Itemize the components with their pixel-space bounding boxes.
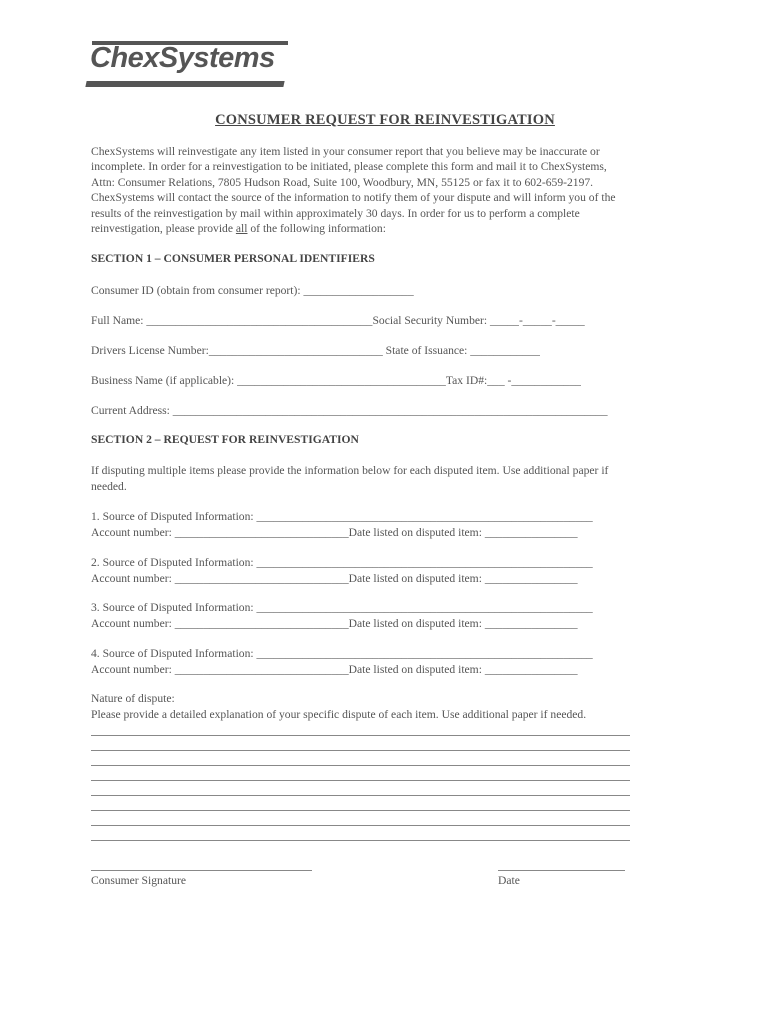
intro-emphasis: all <box>235 222 248 236</box>
intro-line: incomplete. In order for a reinvestigation to be initiated, please complete this form and mail it to ChexSystems, <box>91 160 607 174</box>
full-name-ssn-field[interactable]: Full Name: _______________________________________Social Security Number: _____-_____-_____ <box>91 314 585 327</box>
signature-date-line[interactable] <box>498 870 625 871</box>
intro-line-text: of the following information: <box>247 222 386 236</box>
account-date-field-3[interactable]: Account number: ______________________________Date listed on disputed item: ________________ <box>91 617 578 630</box>
intro-line: Attn: Consumer Relations, 7805 Hudson Road, Suite 100, Woodbury, MN, 55125 or fax it to 602-659-2197. <box>91 175 594 189</box>
explanation-line[interactable] <box>91 765 630 766</box>
explanation-line[interactable] <box>91 735 630 736</box>
logo-wordmark: ChexSystems <box>90 42 275 74</box>
explanation-line[interactable] <box>91 810 630 811</box>
account-date-field-4[interactable]: Account number: ______________________________Date listed on disputed item: ________________ <box>91 663 578 676</box>
intro-paragraph <box>91 144 671 236</box>
nature-of-dispute-instructions: Please provide a detailed explanation of your specific dispute of each item. Use additional paper if needed. <box>91 708 587 721</box>
explanation-line[interactable] <box>91 750 630 751</box>
disputed-source-field-3[interactable]: 3. Source of Disputed Information: __________________________________________________________ <box>91 601 593 614</box>
explanation-line[interactable] <box>91 780 630 781</box>
explanation-line[interactable] <box>91 795 630 796</box>
explanation-line[interactable] <box>91 825 630 826</box>
intro-line: results of the reinvestigation by mail within approximately 30 days. In order for us to perform a complete <box>91 206 580 220</box>
drivers-license-field[interactable]: Drivers License Number:______________________________ State of Issuance: ____________ <box>91 344 540 357</box>
signature-date-label: Date <box>498 874 520 887</box>
section2-instructions: needed. <box>91 480 127 493</box>
intro-line: ChexSystems will reinvestigate any item listed in your consumer report that you believe may be inaccurate or <box>91 145 600 158</box>
chexsystems-logo <box>86 40 290 90</box>
consumer-signature-label: Consumer Signature <box>91 874 186 887</box>
consumer-signature-line[interactable] <box>91 870 312 871</box>
disputed-source-field-2[interactable]: 2. Source of Disputed Information: __________________________________________________________ <box>91 556 593 569</box>
disputed-source-field-4[interactable]: 4. Source of Disputed Information: __________________________________________________________ <box>91 647 593 660</box>
disputed-source-field-1[interactable]: 1. Source of Disputed Information: __________________________________________________________ <box>91 510 593 523</box>
section2-heading: SECTION 2 – REQUEST FOR REINVESTIGATION <box>91 433 359 446</box>
section2-instructions: If disputing multiple items please provide the information below for each disputed item. Use additional paper if <box>91 464 609 477</box>
intro-line <box>91 221 671 236</box>
section1-heading: SECTION 1 – CONSUMER PERSONAL IDENTIFIERS <box>91 252 375 265</box>
account-date-field-1[interactable]: Account number: ______________________________Date listed on disputed item: ________________ <box>91 526 578 539</box>
consumer-id-field[interactable]: Consumer ID (obtain from consumer report): ___________________ <box>91 284 414 297</box>
page-title: CONSUMER REQUEST FOR REINVESTIGATION <box>215 112 555 128</box>
explanation-line[interactable] <box>91 840 630 841</box>
business-name-taxid-field[interactable]: Business Name (if applicable): ____________________________________Tax ID#:___ -____________ <box>91 374 581 387</box>
nature-of-dispute-label: Nature of dispute: <box>91 692 175 705</box>
logo-bottom-bar <box>85 81 284 87</box>
account-date-field-2[interactable]: Account number: ______________________________Date listed on disputed item: ________________ <box>91 572 578 585</box>
intro-line: ChexSystems will contact the source of the information to notify them of your dispute and will inform you of the <box>91 191 616 205</box>
intro-line-text: reinvestigation, please provide <box>91 222 236 236</box>
current-address-field[interactable]: Current Address: ___________________________________________________________________________ <box>91 404 608 417</box>
